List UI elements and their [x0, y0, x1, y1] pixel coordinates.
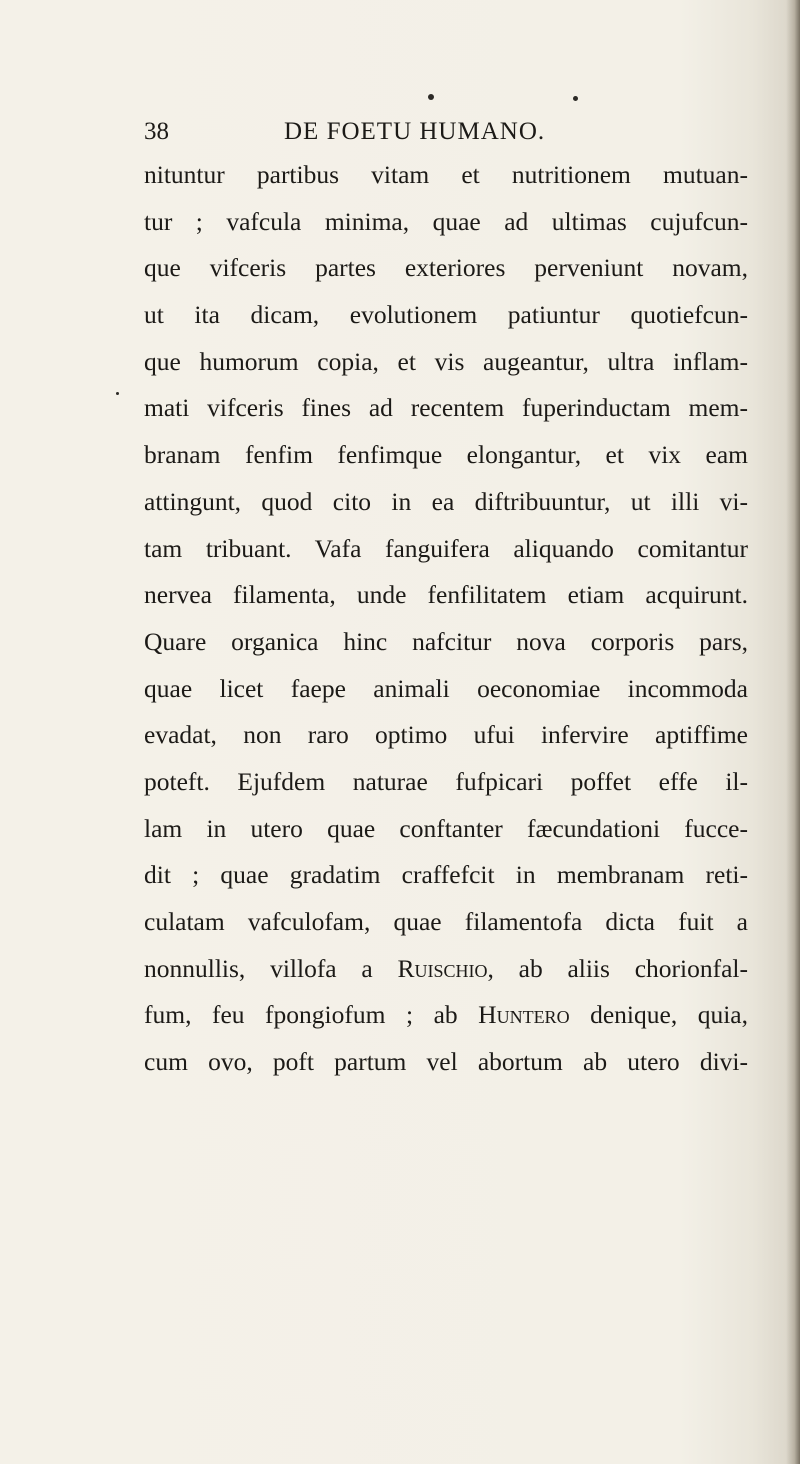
text-line: nervea filamenta, unde fenfilitatem etiam acquirunt. [144, 580, 748, 610]
running-head: DE FOETU HUMANO. [284, 118, 546, 145]
text-line: dit ; quae gradatim craffefcit in membranam reti- [144, 860, 748, 890]
text-line: tam tribuant. Vafa fanguifera aliquando comitantur [144, 533, 748, 563]
text-segment: denique, quia, [569, 1000, 748, 1030]
author-name-huntero: Huntero [478, 1000, 570, 1030]
text-line [144, 992, 748, 1039]
text-line: mati vifceris fines ad recentem fuperinductam mem- [144, 393, 748, 423]
ink-speck [116, 392, 119, 395]
text-line: ut ita dicam, evolutionem patiuntur quotiefcun- [144, 300, 748, 330]
text-segment: nonnullis, villofa a [144, 953, 398, 983]
page-number: 38 [144, 118, 169, 145]
author-name-ruischio: Ruischio [397, 953, 488, 983]
text-line: nituntur partibus vitam et nutritionem mutuan- [144, 160, 748, 189]
text-line: evadat, non raro optimo ufui infervire aptiffime [144, 720, 748, 750]
text-line: tur ; vafcula minima, quae ad ultimas cujufcun- [144, 206, 748, 236]
text-line: poteft. Ejufdem naturae fufpicari poffet effe il- [144, 766, 748, 796]
ink-speck [428, 94, 434, 100]
page-edge-shadow [786, 0, 800, 1464]
text-line: que vifceris partes exteriores perveniunt novam, [144, 253, 748, 283]
text-line: Quare organica hinc nafcitur nova corporis pars, [144, 626, 748, 656]
text-line: quae licet faepe animali oeconomiae incommoda [144, 673, 748, 703]
text-line: que humorum copia, et vis augeantur, ultra inflam- [144, 346, 748, 376]
text-line: branam fenfim fenfimque elongantur, et vix eam [144, 440, 748, 470]
text-segment: fum, feu fpongiofum ; ab [144, 1000, 479, 1030]
text-line: lam in utero quae conftanter fæcundationi fucce- [144, 813, 748, 843]
text-line: attingunt, quod cito in ea diftribuuntur, ut illi vi- [144, 486, 748, 516]
text-segment: , ab aliis chorionfal- [487, 953, 748, 983]
body-text [144, 152, 748, 1086]
text-line: culatam vafculofam, quae filamentofa dicta fuit a [144, 907, 748, 936]
ink-speck [573, 96, 578, 101]
text-line [144, 946, 748, 993]
text-line: cum ovo, poft partum vel abortum ab utero divi- [144, 1047, 748, 1077]
